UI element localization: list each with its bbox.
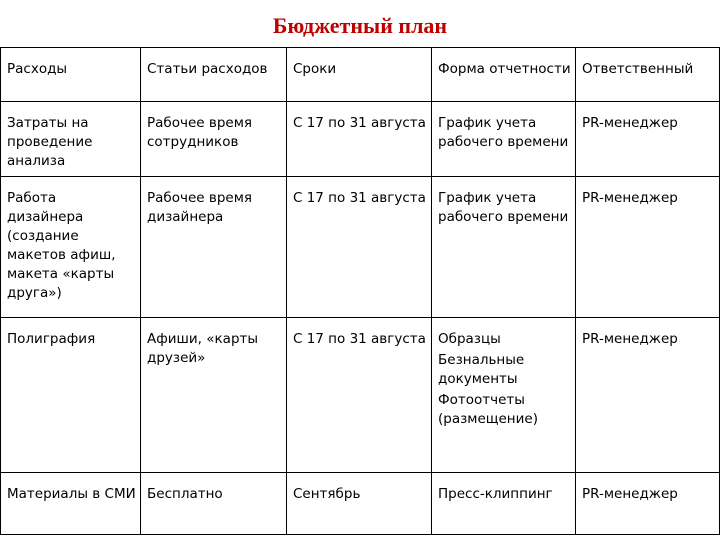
cell-owner: PR-менеджер	[576, 177, 720, 318]
cell-owner: PR-менеджер	[576, 102, 720, 177]
report-entry: Пресс-клиппинг	[438, 486, 553, 502]
cell-item: Рабочее время дизайнера	[141, 177, 287, 318]
cell-report	[432, 473, 576, 535]
table-row	[1, 177, 720, 318]
cell-item: Бесплатно	[141, 473, 287, 535]
report-entry: Фотоотчеты (размещение)	[438, 392, 538, 427]
cell-period: С 17 по 31 августа	[287, 177, 432, 318]
cell-owner: PR-менеджер	[576, 318, 720, 473]
cell-item: Афиши, «карты друзей»	[141, 318, 287, 473]
header-owner: Ответственный	[576, 48, 720, 102]
cell-period: С 17 по 31 августа	[287, 318, 432, 473]
header-expense-items: Статьи расходов	[141, 48, 287, 102]
table-row	[1, 473, 720, 535]
table-row	[1, 102, 720, 177]
cell-expense: Материалы в СМИ	[1, 473, 141, 535]
table-header-row	[1, 48, 720, 102]
cell-expense: Работа дизайнера (создание макетов афиш, макета «карты друга»)	[1, 177, 141, 318]
cell-report	[432, 177, 576, 318]
report-entry: Безнальные документы	[438, 352, 525, 387]
page-title: Бюджетный план	[272, 13, 448, 38]
cell-expense: Полиграфия	[1, 318, 141, 473]
cell-report	[432, 318, 576, 473]
header-period: Сроки	[287, 48, 432, 102]
cell-expense: Затраты на проведение анализа	[1, 102, 141, 177]
report-entry: График учета рабочего времени	[438, 190, 569, 225]
budget-table	[0, 47, 720, 535]
cell-item: Рабочее время сотрудников	[141, 102, 287, 177]
cell-period: С 17 по 31 августа	[287, 102, 432, 177]
report-entry: График учета рабочего времени	[438, 115, 569, 150]
header-expenses: Расходы	[1, 48, 141, 102]
header-report-form: Форма отчетности	[432, 48, 576, 102]
table-row	[1, 318, 720, 473]
cell-report	[432, 102, 576, 177]
report-entry: Образцы	[438, 331, 501, 347]
cell-period: Сентябрь	[287, 473, 432, 535]
cell-owner: PR-менеджер	[576, 473, 720, 535]
